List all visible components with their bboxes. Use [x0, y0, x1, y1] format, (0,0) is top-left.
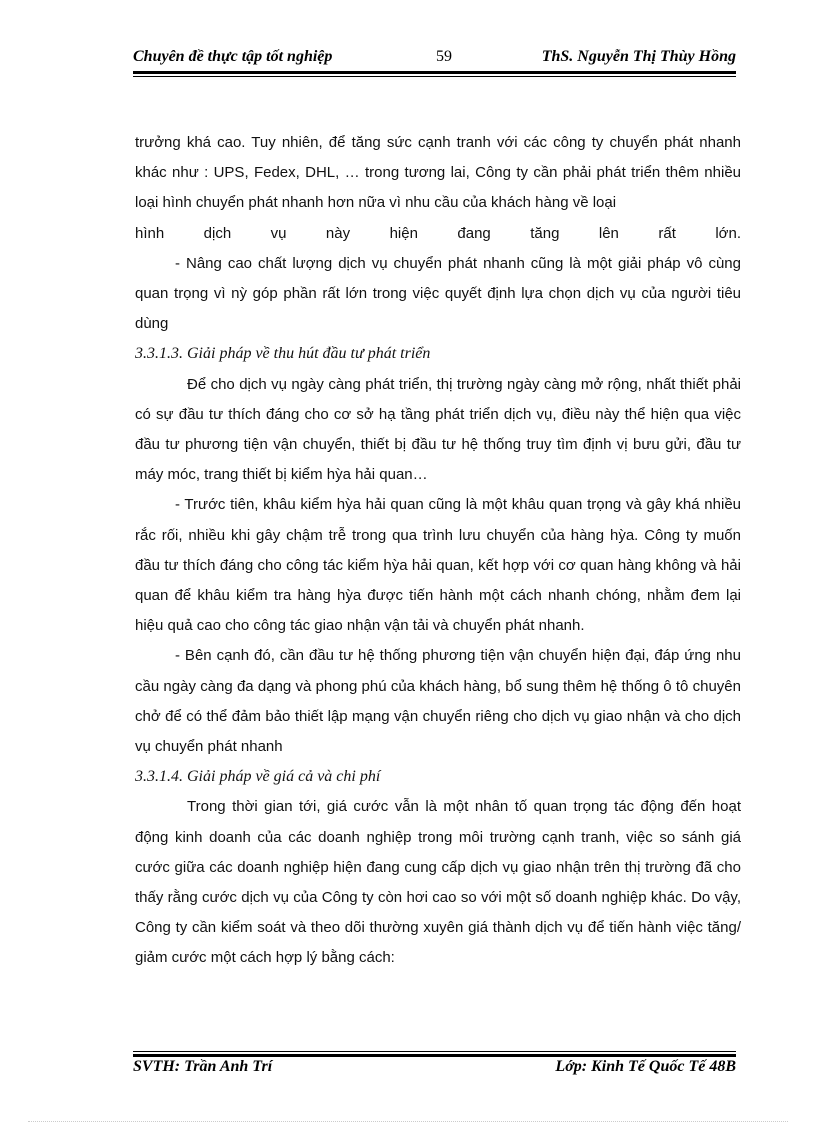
- paragraph-line-justified: hình dịch vụ này hiện đang tăng lên rất lớn.: [135, 224, 741, 242]
- header-rule-thin: [133, 76, 736, 77]
- page-footer: [133, 1058, 736, 1080]
- header-rule-thick: [133, 71, 736, 74]
- footer-student: SVTH: Trần Anh Trí: [133, 1058, 273, 1075]
- section-heading-pricing: 3.3.1.4. Giải pháp về giá cả và chi phí: [135, 768, 381, 786]
- header-author: ThS. Nguyễn Thị Thùy Hồng: [541, 48, 736, 65]
- paragraph-transport: - Bên cạnh đó, cần đầu tư hệ thống phương tiện vận chuyển hiện đại, đáp ứng nhu cầu ngày càng đa dạng và phong phú của khách hàng, bổ sung thêm hệ thống ô tô chuyên chở để có thể đảm bảo thiết lập mạng vận chuyển riêng cho dịch vụ giao nhận và cho dịch vụ chuyển phát nhanh: [135, 647, 741, 756]
- footer-rule-thin: [133, 1051, 736, 1052]
- paragraph-line: trưởng khá cao. Tuy nhiên, để tăng sức cạnh tranh với các công ty chuyển phát: [135, 134, 694, 151]
- paragraph-quality: - Nâng cao chất lượng dịch vụ chuyển phát nhanh cũng là một giải pháp vô cùng quan trọng vì nỳ góp phần rất lớn trong việc quyết định lựa chọn dịch vụ của người tiêu dùng: [135, 254, 741, 333]
- paragraph-investment: Để cho dịch vụ ngày càng phát triển, thị trường ngày càng mở rộng, nhất thiết phải có sự đầu tư thích đáng cho cơ sở hạ tầng phát triển dịch vụ, điều này thể hiện qua việc đầu tư phương tiện vận chuyển, thiết bị đầu tư hệ thống truy tìm định vị bưu gửi, đầu tư máy móc, trang thiết bị kiểm hỳa hải quan…: [135, 375, 741, 484]
- paragraph-line: thêm nhiều loại hình chuyển phát nhanh hơn nữa vì nhu cầu của khách hàng về loại: [135, 164, 741, 212]
- paragraph-customs: - Trước tiên, khâu kiểm hỳa hải quan cũng là một khâu quan trọng và gây khá nhiều rắc rối, nhiều khi gây chậm trễ trong qua trình lưu chuyển của hàng hỳa. Công ty muốn đầu tư thích đáng cho công tác kiểm hỳa hải quan, kết hợp với cơ quan hàng không và hải quan để khâu kiểm tra hàng hỳa được tiến hành một cách nhanh chóng, nhằm đem lại hiệu quả cao cho công tác giao nhận vận tải và chuyển phát nhanh.: [135, 496, 741, 635]
- section-heading-investment: 3.3.1.3. Giải pháp về thu hút đầu tư phát triển: [135, 345, 431, 363]
- paragraph-pricing: Trong thời gian tới, giá cước vẫn là một nhân tố quan trọng tác động đến hoạt động kinh doanh của các doanh nghiệp trong môi trường cạnh tranh, việc so sánh giá cước giữa các doanh nghiệp hiện đang cung cấp dịch vụ giao nhận trên thị trường đã cho thấy rằng cước dịch vụ của Công ty còn hơi cao so với một số doanh nghiệp khác. Do vậy, Công ty cần kiểm soát và theo dõi thường xuyên giá thành dịch vụ để tiến hành việc tăng/ giảm cước một cách hợp lý bằng cách:: [135, 798, 741, 967]
- page-number: 59: [436, 48, 452, 65]
- paragraph-continuation: [135, 128, 741, 219]
- paragraph-line: nhanh khác như : UPS, Fedex, DHL, … trong tương lai, Công ty cần phải phát triển: [135, 134, 741, 182]
- header-document-title: Chuyên đề thực tập tốt nghiệp: [133, 48, 333, 65]
- page-body: [135, 128, 741, 974]
- page-edge-dotted-line: [28, 1121, 788, 1122]
- footer-class: Lớp: Kinh Tế Quốc Tế 48B: [555, 1058, 736, 1075]
- footer-rule-thick: [133, 1054, 736, 1057]
- page-header: [133, 48, 736, 70]
